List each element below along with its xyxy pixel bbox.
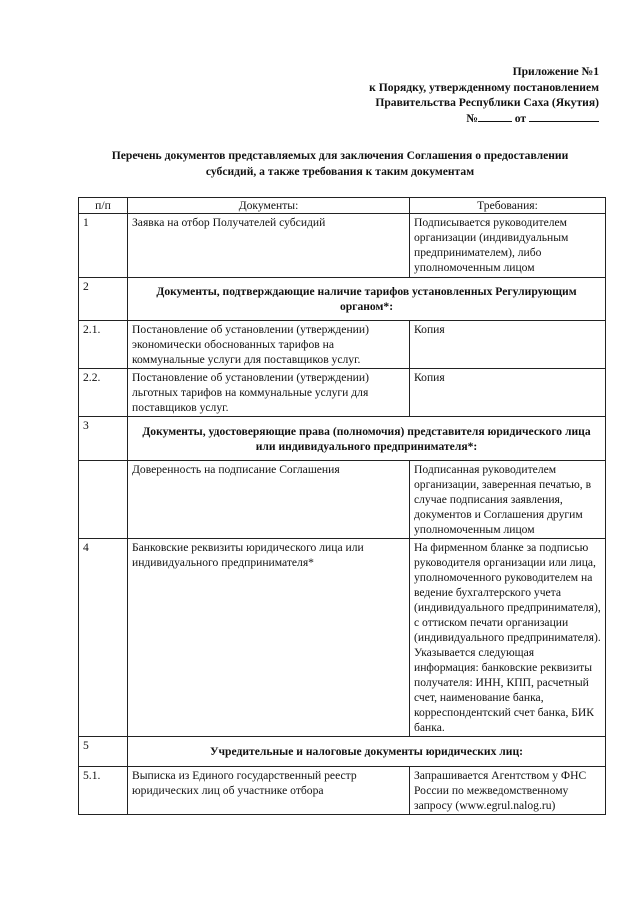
- row-document: Постановление об установлении (утверждении) экономически обоснованных тарифов на коммунальные услуги для поставщиков услуг.: [128, 321, 410, 369]
- appendix-line-2: к Порядку, утвержденному постановлением: [369, 80, 599, 94]
- table-row: [79, 321, 606, 369]
- section-title: Документы, удостоверяющие права (полномочия) представителя юридического лица или индивидуального предпринимателя*:: [128, 417, 606, 461]
- appendix-header: [369, 64, 599, 126]
- title-line-1: Перечень документов представляемых для заключения Соглашения о предоставлении: [111, 149, 569, 162]
- row-document: Постановление об установлении (утверждении) льготных тарифов на коммунальные услуги для поставщиков услуг.: [128, 369, 410, 417]
- date-label: от: [514, 111, 527, 125]
- number-blank: [478, 121, 512, 122]
- row-requirement: На фирменном бланке за подписью руководителя организации или лица, уполномоченного руководителем на ведение бухгалтерского учета (индивидуального предпринимателя), с оттиском печати организации (индивидуального предпринимателя). Указывается следующая информация: банковские реквизиты получателя: ИНН, КПП, расчетный счет, наименование банка, корреспондентский счет банка, БИК банка.: [410, 539, 606, 737]
- appendix-line-3: Правительства Республики Саха (Якутия): [375, 96, 599, 109]
- appendix-number-date: [369, 111, 599, 127]
- table-row: [79, 539, 606, 737]
- header-requirements: Требования:: [410, 198, 606, 214]
- table-row: [79, 369, 606, 417]
- row-num: 2: [79, 278, 128, 321]
- table-header-row: [79, 198, 606, 214]
- row-num: 5.1.: [79, 767, 128, 815]
- row-document: Заявка на отбор Получателей субсидий: [128, 214, 410, 278]
- row-num: [79, 461, 128, 539]
- row-document: Доверенность на подписание Соглашения: [128, 461, 410, 539]
- header-documents: Документы:: [128, 198, 410, 214]
- table-row: [79, 214, 606, 278]
- row-num: 5: [79, 737, 128, 767]
- row-requirement: Запрашивается Агентством у ФНС России по межведомственному запросу (www.egrul.nalog.ru): [410, 767, 606, 815]
- row-num: 1: [79, 214, 128, 278]
- row-requirement: Копия: [410, 369, 606, 417]
- row-document: Выписка из Единого государственный реестр юридических лиц об участнике отбора: [128, 767, 410, 815]
- document-title: [60, 148, 620, 179]
- section-row: [79, 737, 606, 767]
- row-num: 4: [79, 539, 128, 737]
- table-row: [79, 767, 606, 815]
- row-document: Банковские реквизиты юридического лица или индивидуального предпринимателя*: [128, 539, 410, 737]
- documents-table: [78, 197, 606, 815]
- row-requirement: Подписывается руководителем организации (индивидуальным предпринимателем), либо уполномоченным лицом: [410, 214, 606, 278]
- section-title: Документы, подтверждающие наличие тарифов установленных Регулирующим органом*:: [128, 278, 606, 321]
- table-row: [79, 461, 606, 539]
- appendix-title: Приложение №1: [512, 65, 599, 78]
- date-blank: [529, 121, 599, 122]
- row-num: 3: [79, 417, 128, 461]
- header-num: п/п: [79, 198, 128, 214]
- row-num: 2.2.: [79, 369, 128, 417]
- row-requirement: Подписанная руководителем организации, заверенная печатью, в случае подписания заявления, документов и Соглашения другим уполномоченным лицом: [410, 461, 606, 539]
- row-requirement: Копия: [410, 321, 606, 369]
- section-title: Учредительные и налоговые документы юридических лиц:: [128, 737, 606, 767]
- section-row: [79, 278, 606, 321]
- row-num: 2.1.: [79, 321, 128, 369]
- number-label: №: [466, 111, 478, 125]
- section-row: [79, 417, 606, 461]
- title-line-2: субсидий, а также требования к таким документам: [205, 164, 475, 178]
